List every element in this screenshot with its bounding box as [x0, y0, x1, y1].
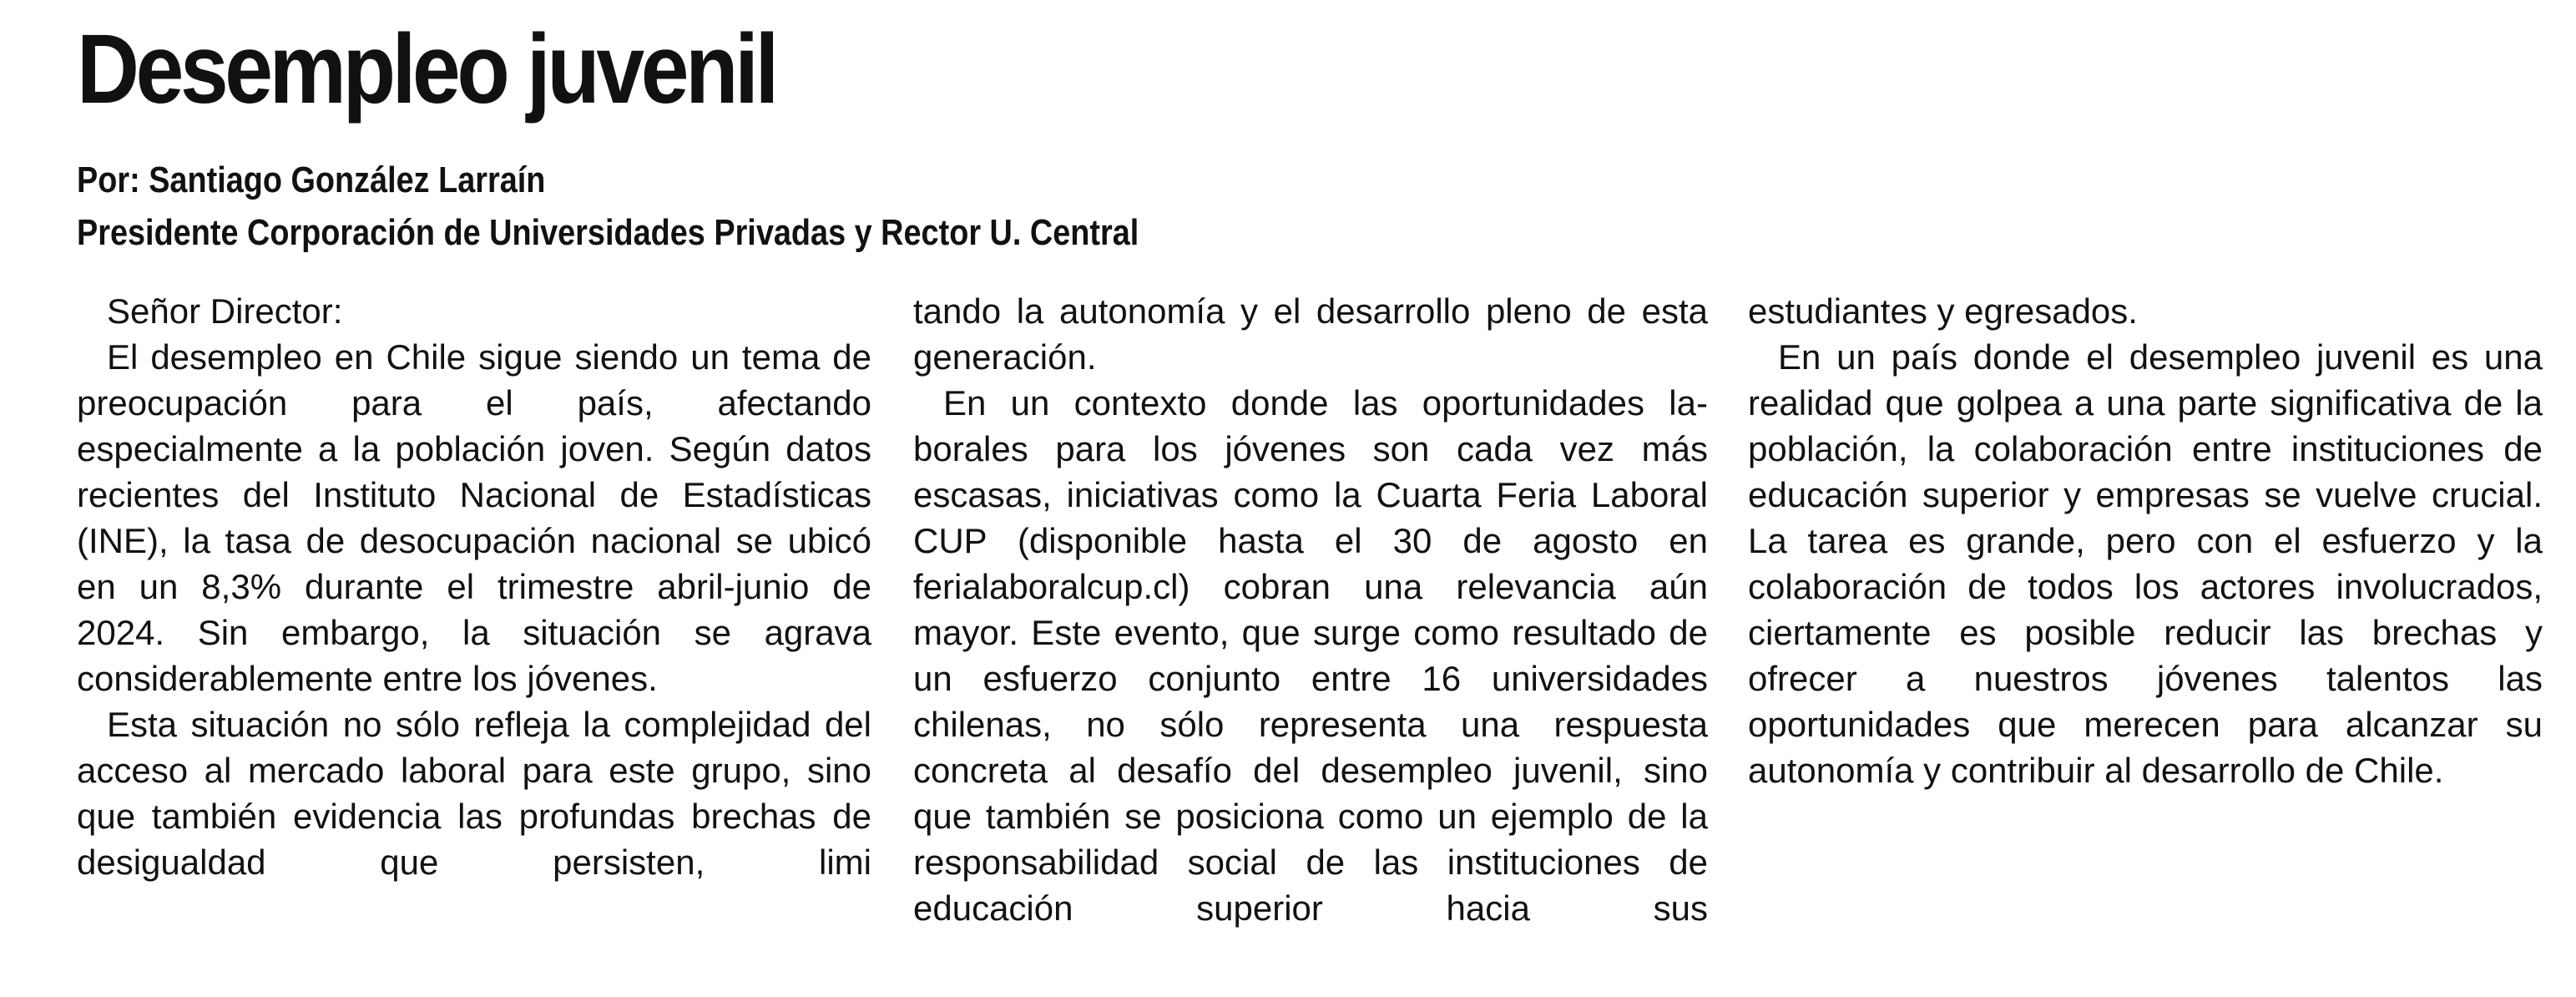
paragraph: En un país donde el desempleo juvenil es una realidad que golpea a una parte significativa de la población, la colaboración entre instituciones de educación superior y empresas se vuelve crucial. La tarea es grande, pero con el esfuerzo y la colaboración de todos los actores involucrados, ciertamente es posible reducir las brechas y ofrecer a nuestros jóvenes talentos las oportunidades que merecen para alcanzar su autonomía y contribuir al desarrollo de Chile.: [1748, 337, 2543, 790]
text-column-1: [77, 288, 871, 885]
paragraph: El desempleo en Chile sigue siendo un tema de preocupación para el país, afectando especialmente a la población joven. Según datos recientes del Instituto Nacional de Estadísticas (INE), la tasa de desocupación nacional se ubicó en un 8,3% durante el trimestre abril-junio de 2024. Sin embargo, la situación se agrava considerablemente entre los jóvenes.: [77, 337, 871, 698]
salutation: Señor Director:: [107, 291, 343, 331]
paragraph-continuation: tando la autonomía y el desarrollo pleno de esta generación.: [913, 291, 1708, 377]
author-role: Presidente Corporación de Universidades Privadas y Rector U. Central: [77, 212, 1139, 253]
headline: Desempleo juvenil: [77, 14, 776, 124]
author-byline: Por: Santiago González Larraín: [77, 159, 546, 200]
paragraph: Esta situación no sólo refleja la complejidad del acceso al mercado laboral para este grupo, sino que también evidencia las profundas brechas de desigualdad que persisten, limi: [77, 705, 871, 882]
text-column-3: [1748, 288, 2543, 793]
text-column-2: [913, 288, 1708, 931]
paragraph: En un contexto donde las oportunidades laborales para los jóvenes son cada vez más escasas, iniciativas como la Cuarta Feria Laboral CUP (disponible hasta el 30 de agosto en ferialaboralcup.cl) cobran una relevancia aún mayor. Este evento, que surge como resultado de un esfuerzo conjunto entre 16 universidades chilenas, no sólo representa una respuesta concreta al desafío del desempleo juvenil, sino que también se posiciona como un ejemplo de la responsabilidad social de las instituciones de educación superior hacia sus: [913, 383, 1708, 928]
paragraph-continuation: estudiantes y egresados.: [1748, 291, 2138, 331]
